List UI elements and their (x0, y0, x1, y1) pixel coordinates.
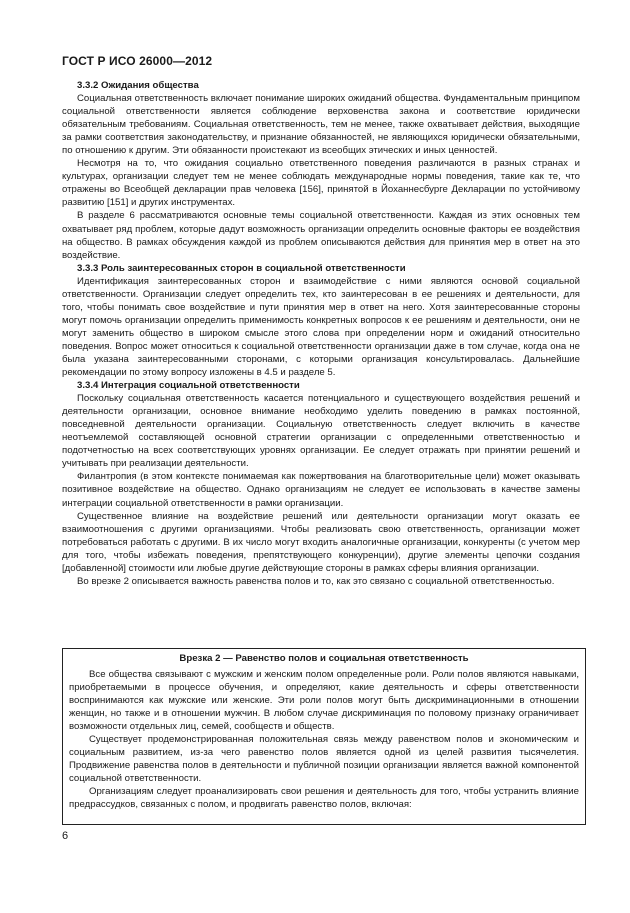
box-paragraph: Организациям следует проанализировать свои решения и деятельность для того, чтобы устранить влияние предрассудков, связанных с полом, и продвигать равенство полов, включая: (69, 786, 579, 810)
document-header: ГОСТ Р ИСО 26000—2012 (62, 54, 213, 68)
page-number: 6 (62, 830, 69, 842)
box-paragraph: Существует продемонстрированная положительная связь между равенством полов и экономическим и социальным развитием, из-за чего равенство полов является одной из целей развития тысячелетия. Продвижение равенства полов в деятельности и публичной позиции организации является важной компонентой социальной ответственности. (69, 734, 579, 784)
paragraph: Филантропия (в этом контексте понимаемая как пожертвования на благотворительные цели) может оказывать позитивное воздействие на общество. Однако организациям не следует ее использовать в качестве замены интеграции социальной ответственности в рамки организации. (62, 471, 580, 509)
box-title: Врезка 2 — Равенство полов и социальная ответственность (179, 653, 469, 664)
section-heading-3-3-3: 3.3.3 Роль заинтересованных сторон в социальной ответственности (77, 262, 406, 274)
paragraph: В разделе 6 рассматриваются основные темы социальной ответственности. Каждая из этих основных тем охватывает ряд проблем, которые дадут возможность организации определить основные факторы ее воздействия на общество. В рамках обсуждения каждой из проблем описываются действия для принятия мер в ответ на это воздействие. (62, 210, 580, 261)
paragraph: Существенное влияние на воздействие решений или деятельности организации могут оказать ее взаимоотношения с другими организациями. Чтобы реализовать свою ответственность, организации может потребоваться работать с другими. В их число могут входить аналогичные организации, конкуренты (с учетом мер для того, чтобы избежать поведения, препятствующего конкуренции), другие элементы цепочки создания [добавленной] стоимости или любые другие действующие стороны в рамках сферы влияния организации. (62, 510, 580, 574)
section-heading-3-3-4: 3.3.4 Интеграция социальной ответственности (77, 380, 300, 392)
paragraph: Идентификация заинтересованных сторон и взаимодействие с ними являются основой социальной ответственности. Организации следует определить тех, кто заинтересован в ее решениях и деятельности, для того, чтобы понимать свое воздействие и пути принятия мер в ответ на него. Хотя заинтересованные стороны могут помочь организации определить применимость конкретных вопросов к ее решениям и деятельности, они не могут заменить общество в широком смысле этого слова при определении норм и ожиданий относительно поведения. Вопрос может относиться к социальной ответственности организации даже в том случае, когда она не была указана заинтересованными сторонами, с которыми организация консультировалась. Дальнейшие рекомендации по этому вопросу изложены в 4.5 и разделе 5. (62, 275, 580, 379)
paragraph: Социальная ответственность включает понимание широких ожиданий общества. Фундаментальным принципом социальной ответственности является соблюдение верховенства закона и соответствие юридически обязательным требованиям. Социальная ответственность, тем не менее, также охватывает действия, выходящие за рамки соответствия законодательству, и признание обязанностей, не являющихся юридически обязательными, по отношению к другим. Эти обязанности проистекают из всеобщих этических и иных ценностей. (62, 93, 580, 157)
paragraph: Поскольку социальная ответственность касается потенциального и существующего воздействия решений и деятельности организации, основное внимание необходимо уделить поведению в рамках постоянной, повседневной деятельности организации. Социальную ответственность следует включить в качестве неотъемлемой составляющей основной стратегии организации с определенными ответственностью и подотчетностью на всех соответствующих уровнях организации. Ее следует отражать при принятии решений и учитывать при реализации деятельности. (62, 393, 580, 470)
paragraph: Во врезке 2 описывается важность равенства полов и то, как это связано с социальной ответственностью. (77, 575, 555, 587)
paragraph: Несмотря на то, что ожидания социально ответственного поведения различаются в разных странах и культурах, организации следует тем не менее соблюдать международные нормы поведения, такие как те, что отражены во Всеобщей декларации прав человека [156], принятой в Йоханнесбурге Декларации по устойчивому развитию [151] и других инструментах. (62, 158, 580, 209)
main-text (62, 79, 580, 588)
box-paragraph: Все общества связывают с мужским и женским полом определенные роли. Роли полов являются навыками, приобретаемыми в процессе обучения, и определяют, какие деятельность и сферы ответственности воспринимаются как мужские или женские. Эти роли полов могут быть дискриминационными в отношении женщин, но также и в отношении мужчин. В любом случае дискриминация по половому признаку ограничивает возможности отдельных лиц, семей, сообществ и обществ. (69, 669, 579, 732)
section-heading-3-3-2: 3.3.2 Ожидания общества (77, 80, 199, 91)
insert-box-2 (62, 648, 586, 825)
